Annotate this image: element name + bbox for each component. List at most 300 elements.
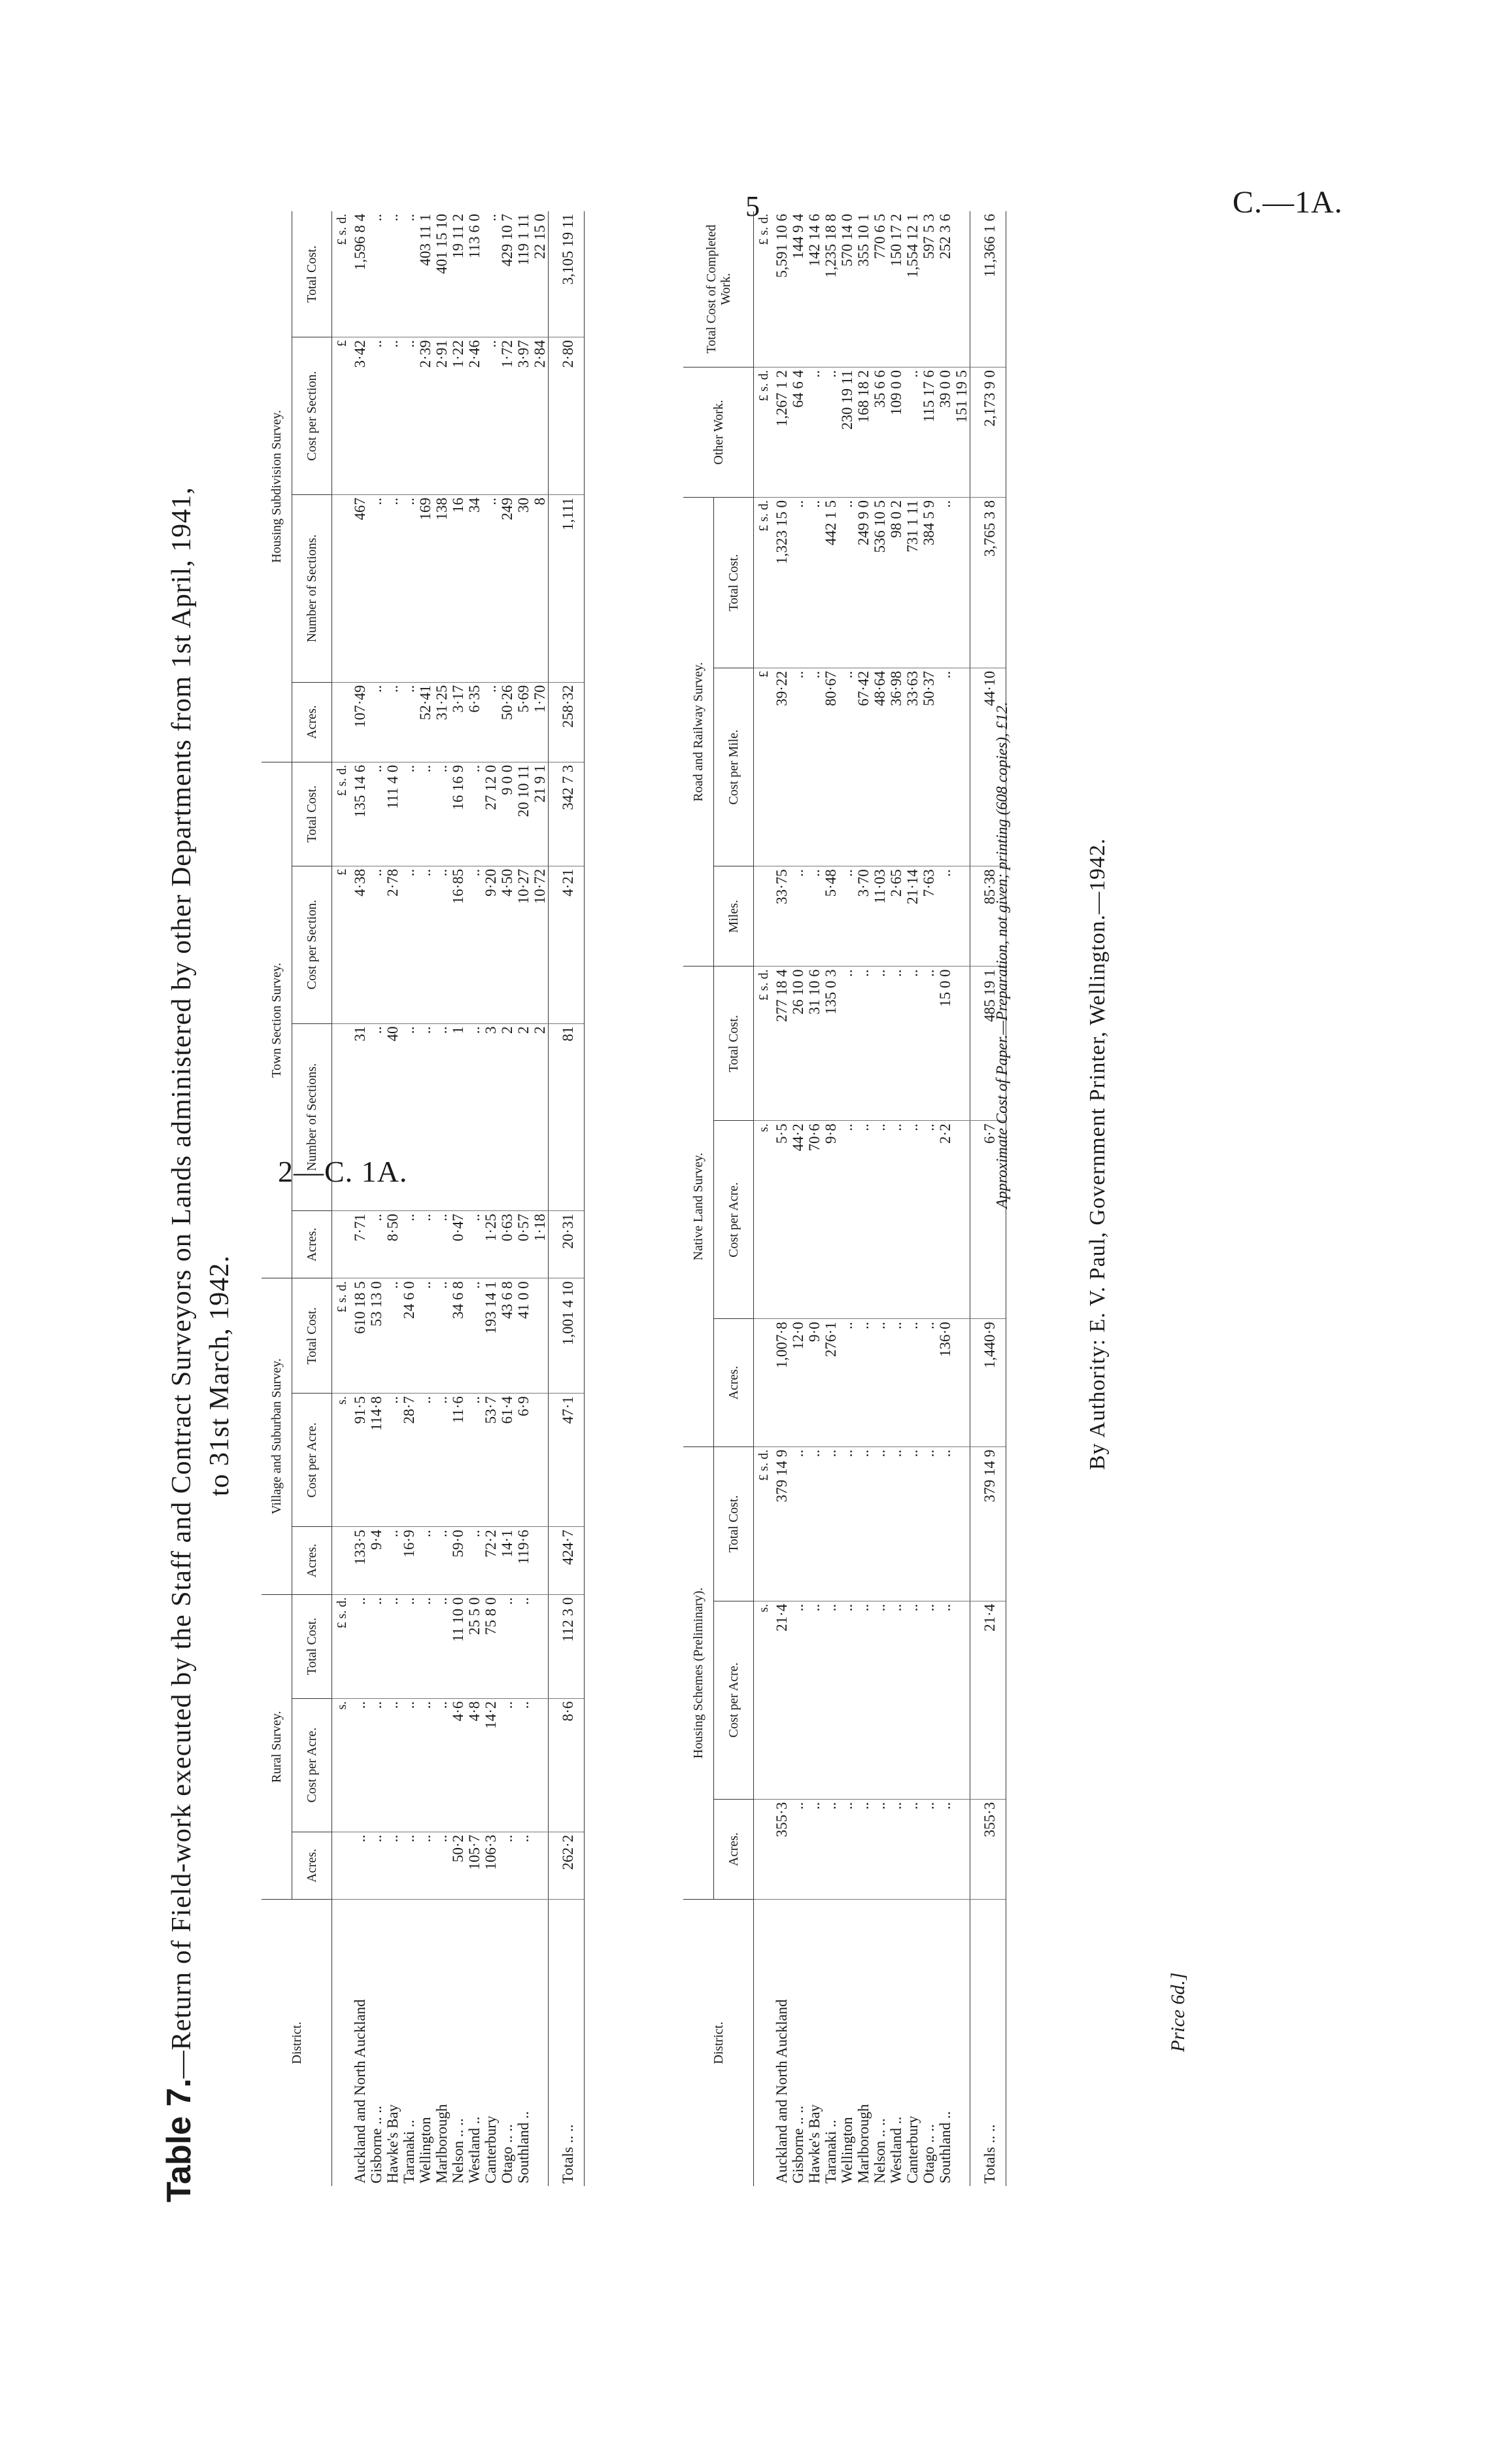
district-cell: Westland .. [888,2116,904,2183]
data-cell: 2·84 [532,337,549,495]
unit-cell [754,1799,774,1899]
data-cell: .. [823,1601,839,1799]
data-cell: 10·27 [515,866,532,1023]
column-header: Number of Sections. [292,495,332,683]
data-cell: 2·78 [384,866,401,1023]
data-cell: .. [483,682,499,762]
data-cell: 597 5 3 [921,211,937,368]
data-cell: 403 11 1 [417,211,434,337]
data-cell: 109 0 0 [888,368,904,498]
table-row [401,211,417,2186]
data-cell: 33·75 [774,866,790,967]
data-cell: 11·6 [450,1394,466,1527]
data-cell: 50·37 [921,668,937,866]
table-title-sub: to 31st March, 1942. [205,1255,235,1496]
district-cell: Auckland and North Auckland [774,1999,790,2183]
district-cell: Nelson .. .. [872,2118,888,2183]
data-cell: .. [368,762,384,866]
data-cell: 249 9 0 [855,498,872,668]
data-cell: 2·65 [888,866,904,967]
data-cell: 1·22 [450,337,466,495]
data-cell: .. [466,1211,483,1278]
data-cell: 91·5 [352,1394,368,1527]
data-cell: .. [937,1601,953,1799]
group-header: Rural Survey. [262,1594,292,1899]
totals-row [549,211,585,2186]
data-cell: .. [368,337,384,495]
unit-cell [332,1900,352,2187]
totals-cell: 112 3 0 [549,1594,585,1698]
data-cell: 28·7 [401,1394,417,1527]
totals-cell: 2,173 9 0 [970,368,1006,498]
data-cell: 24 6 0 [401,1278,417,1394]
column-header: Total Cost. [714,967,754,1121]
data-cell: .. [368,1832,384,1899]
data-cell: 9 0 0 [499,762,515,866]
district-cell: Hawke's Bay [806,2104,823,2183]
data-cell: 230 19 11 [839,368,855,498]
group-header: Road and Railway Survey. [683,498,714,967]
data-cell: 3 [483,1023,499,1211]
data-cell: 138 [434,495,450,683]
data-cell: 401 15 10 [434,211,450,337]
data-cell: 135 0 3 [823,967,839,1121]
data-cell: .. [434,1527,450,1594]
data-cell: .. [839,967,855,1121]
unit-cell [332,1832,352,1899]
data-cell: .. [466,1527,483,1594]
data-cell: 31 10 6 [806,967,823,1121]
data-cell [953,866,970,967]
data-cell: .. [368,682,384,762]
data-cell: 3·70 [855,866,872,967]
data-cell: .. [904,967,921,1121]
data-cell: .. [466,762,483,866]
district-cell [953,1900,970,2187]
column-header: Total Cost. [714,498,754,668]
unit-cell: s. [332,1394,352,1527]
data-cell: .. [823,1446,839,1601]
data-cell: 16 16 9 [450,762,466,866]
district-cell: Taranaki .. [401,2119,417,2183]
table-row [790,211,806,2186]
unit-cell: £ s. d. [332,211,352,337]
data-cell: 9·4 [368,1527,384,1594]
group-header: Town Section Survey. [262,762,292,1278]
data-cell: .. [401,682,417,762]
data-cell: .. [921,1601,937,1799]
data-cell: 2 [532,1023,549,1211]
data-cell: .. [839,668,855,866]
data-cell: 136·0 [937,1319,953,1446]
data-cell: .. [483,337,499,495]
group-header: Village and Suburban Survey. [262,1278,292,1594]
data-cell: .. [401,337,417,495]
totals-cell: 262·2 [549,1832,585,1899]
data-cell: .. [384,1594,401,1698]
district-cell: Auckland and North Auckland [352,1999,368,2183]
data-cell: 25 5 0 [466,1594,483,1698]
data-cell: .. [888,1799,904,1899]
data-cell: .. [823,368,839,498]
data-cell: 142 14 6 [806,211,823,368]
data-cell: .. [417,1527,434,1594]
data-cell: .. [417,1278,434,1394]
data-cell: .. [368,866,384,1023]
data-cell: 10·72 [532,866,549,1023]
totals-cell: 4·21 [549,866,585,1023]
data-cell: 2 [499,1023,515,1211]
data-cell: 379 14 9 [774,1446,790,1601]
district-cell: Hawke's Bay [384,2104,401,2183]
table-row [888,211,904,2186]
data-cell: 39 0 0 [937,368,953,498]
data-cell: .. [499,1832,515,1899]
data-cell: 35 6 6 [872,368,888,498]
table-row [384,211,401,2186]
data-cell: .. [790,498,806,668]
table-row [434,211,450,2186]
data-cell [953,668,970,866]
data-cell: 111 4 0 [384,762,401,866]
data-cell: 21·4 [774,1601,790,1799]
data-cell: .. [384,1698,401,1832]
data-cell: .. [384,1832,401,1899]
district-cell: Marlborough [434,2104,450,2183]
data-cell: 19 11 2 [450,211,466,337]
data-cell: 7·71 [352,1211,368,1278]
data-cell: .. [839,1319,855,1446]
totals-cell: 424·7 [549,1527,585,1594]
data-cell: .. [806,1799,823,1899]
table-row [921,211,937,2186]
data-cell: .. [888,1446,904,1601]
data-cell: 4·50 [499,866,515,1023]
totals-cell: 258·32 [549,682,585,762]
data-cell: .. [417,1698,434,1832]
data-cell: .. [790,1601,806,1799]
data-cell: 1·25 [483,1211,499,1278]
data-cell: .. [368,1211,384,1278]
data-cell: 570 14 0 [839,211,855,368]
table-title-prefix: Table 7. [160,2078,198,2202]
unit-cell [332,1527,352,1594]
data-cell: 21 9 1 [532,762,549,866]
data-cell: 9·8 [823,1121,839,1319]
data-cell: 41 0 0 [515,1278,532,1394]
data-cell: .. [352,1594,368,1698]
data-cell: 429 10 7 [499,211,515,337]
totals-cell: 2·80 [549,337,585,495]
group-header: Housing Subdivision Survey. [262,211,292,762]
table-row [417,211,434,2186]
data-cell [953,1446,970,1601]
data-cell: .. [384,337,401,495]
unit-cell: s. [754,1601,774,1799]
district-cell: Gisborne .. .. [790,2106,806,2183]
data-cell: 22 15 0 [532,211,549,337]
data-cell [953,1601,970,1799]
data-cell: 31·25 [434,682,450,762]
data-cell: 7·63 [921,866,937,967]
signature-mark: 2—C. 1A. [278,1155,408,1188]
data-cell: 610 18 5 [352,1278,368,1394]
unit-cell [332,495,352,683]
data-cell: .. [417,866,434,1023]
data-cell: .. [823,1799,839,1899]
data-cell: .. [401,1698,417,1832]
group-header: Other Work. [683,368,754,498]
totals-label: Totals .. .. [549,1900,585,2187]
table-row [515,211,532,2186]
unit-cell: £ s. d. [332,1278,352,1394]
data-cell: 144 9 4 [790,211,806,368]
data-cell: .. [417,1023,434,1211]
data-cell: 48·64 [872,668,888,866]
data-cell: .. [904,368,921,498]
table-row [352,211,368,2186]
data-cell: 34 6 8 [450,1278,466,1394]
data-cell: 61·4 [499,1394,515,1527]
table-row [904,211,921,2186]
data-cell: .. [806,498,823,668]
data-cell: 72·2 [483,1527,499,1594]
data-cell: 31 [352,1023,368,1211]
data-cell: 249 [499,495,515,683]
unit-cell: £ [332,866,352,1023]
group-header: Housing Schemes (Preliminary). [683,1446,714,1899]
data-cell: .. [434,866,450,1023]
data-cell: 731 1 11 [904,498,921,668]
table-row [450,211,466,2186]
data-cell: 4·38 [352,866,368,1023]
data-cell: .. [921,1121,937,1319]
data-cell: .. [872,1601,888,1799]
data-cell: 193 14 1 [483,1278,499,1394]
data-cell: 12·0 [790,1319,806,1446]
data-cell: .. [806,1601,823,1799]
column-header: Acres. [714,1799,754,1899]
district-header: District. [683,1900,754,2187]
data-cell: 1·18 [532,1211,549,1278]
data-cell: .. [483,495,499,683]
data-cell: .. [368,1698,384,1832]
page-number: 5 [745,190,760,222]
data-cell: 6·9 [515,1394,532,1527]
data-cell: .. [888,1319,904,1446]
data-cell: .. [872,1121,888,1319]
data-cell: 113 6 0 [466,211,483,337]
data-cell: 150 17 2 [888,211,904,368]
data-cell: .. [352,1698,368,1832]
data-cell: 169 [417,495,434,683]
totals-cell: 1,001 4 10 [549,1278,585,1394]
printer-authority: By Authority: E. V. Paul, Government Printer, Wellington.—1942. [1085,838,1110,1470]
column-header: Acres. [292,1832,332,1899]
data-cell: 8 [532,495,549,683]
totals-cell: 1,111 [549,495,585,683]
data-cell [953,498,970,668]
totals-label: Totals .. .. [970,1900,1006,2187]
data-cell: .. [839,866,855,967]
data-cell: .. [888,1121,904,1319]
district-cell: Canterbury [904,2115,921,2183]
data-cell: .. [434,1394,450,1527]
data-cell [532,1394,549,1527]
data-cell: 1,596 8 4 [352,211,368,337]
data-cell: 80·67 [823,668,839,866]
data-cell: 16·85 [450,866,466,1023]
data-cell: .. [937,668,953,866]
data-cell: 64 6 4 [790,368,806,498]
data-cell: 36·98 [888,668,904,866]
data-cell: .. [855,967,872,1121]
unit-cell [332,1023,352,1211]
table-row [953,211,970,2186]
data-cell: 3·97 [515,337,532,495]
data-cell [532,1278,549,1394]
upper-table [262,211,585,2186]
data-cell: 2 [515,1023,532,1211]
table-row [532,211,549,2186]
data-cell: 4·8 [466,1698,483,1832]
data-cell: .. [434,1211,450,1278]
data-cell [953,1799,970,1899]
data-cell: 2·39 [417,337,434,495]
unit-cell: s. [754,1121,774,1319]
data-cell: .. [401,1832,417,1899]
group-header: Total Cost of Completed Work. [683,211,754,368]
unit-cell: £ [754,668,774,866]
data-cell: 2·46 [466,337,483,495]
document-reference: C.—1A. [1233,185,1343,220]
column-header: Total Cost. [292,762,332,866]
data-cell: 11·03 [872,866,888,967]
unit-row [332,211,352,2186]
data-cell: .. [401,495,417,683]
data-cell: 3·42 [352,337,368,495]
data-cell [953,1319,970,1446]
data-cell: .. [384,495,401,683]
data-cell: 16·9 [401,1527,417,1594]
district-cell: Marlborough [855,2104,872,2183]
data-cell: .. [466,1023,483,1211]
data-cell: 5·69 [515,682,532,762]
data-cell: .. [515,1698,532,1832]
unit-cell: £ s. d. [754,1446,774,1601]
data-cell: .. [872,967,888,1121]
group-header: Native Land Survey. [683,967,714,1446]
data-cell: .. [937,498,953,668]
data-cell: 1,554 12 1 [904,211,921,368]
data-cell: 0·47 [450,1211,466,1278]
unit-cell [754,866,774,967]
data-cell: .. [384,1394,401,1527]
data-cell: .. [466,1394,483,1527]
data-cell: 39·22 [774,668,790,866]
district-cell: Wellington [839,2117,855,2183]
column-header: Cost per Section. [292,337,332,495]
column-header: Cost per Acre. [292,1394,332,1527]
table-row [466,211,483,2186]
totals-cell: 3,105 19 11 [549,211,585,337]
data-cell: 252 3 6 [937,211,953,368]
data-cell: .. [888,1601,904,1799]
district-header: District. [262,1900,332,2187]
column-header: Acres. [714,1319,754,1446]
data-cell: 1,323 15 0 [774,498,790,668]
data-cell: .. [790,866,806,967]
table-row [368,211,384,2186]
data-cell: .. [855,1799,872,1899]
data-cell: .. [499,1594,515,1698]
data-cell: 151 19 5 [953,368,970,498]
data-cell: 1,007·8 [774,1319,790,1446]
data-cell: 53·7 [483,1394,499,1527]
district-cell: Taranaki .. [823,2119,839,2183]
data-cell: 355·3 [774,1799,790,1899]
data-cell: 8·50 [384,1211,401,1278]
data-cell: .. [384,682,401,762]
column-header: Total Cost. [292,1278,332,1394]
data-cell: .. [839,498,855,668]
table-row [483,211,499,2186]
lower-table [683,211,1006,2186]
data-cell: .. [806,668,823,866]
unit-cell [332,682,352,762]
data-cell: 75 8 0 [483,1594,499,1698]
table-row [806,211,823,2186]
table-title-text: —Return of Field-work executed by the Staff and Contract Surveyors on Lands administered by other Departments from 1st April, 1941, [167,487,197,2079]
totals-cell: 379 14 9 [970,1446,1006,1601]
data-cell: .. [855,1319,872,1446]
data-cell: .. [904,1601,921,1799]
data-cell: 6·35 [466,682,483,762]
data-cell: 27 12 0 [483,762,499,866]
data-cell: 44·2 [790,1121,806,1319]
table-row [499,211,515,2186]
data-cell: 119 1 11 [515,211,532,337]
data-cell: .. [401,1211,417,1278]
totals-cell: 21·4 [970,1601,1006,1799]
data-cell: .. [921,967,937,1121]
data-cell: .. [466,866,483,1023]
column-header: Total Cost. [714,1446,754,1601]
data-cell [532,1832,549,1899]
data-cell: .. [434,762,450,866]
data-cell: .. [499,1698,515,1832]
data-cell: 168 18 2 [855,368,872,498]
data-cell: 5,591 10 6 [774,211,790,368]
data-cell: 5·48 [823,866,839,967]
table-row [774,211,790,2186]
data-cell [953,1121,970,1319]
data-cell: 67·42 [855,668,872,866]
data-cell: .. [839,1799,855,1899]
unit-cell: £ s. d. [754,967,774,1121]
column-header: Cost per Acre. [292,1698,332,1832]
data-cell: .. [434,1832,450,1899]
data-cell [532,1698,549,1832]
data-cell: 20 10 11 [515,762,532,866]
data-cell [953,211,970,368]
data-cell: 0·63 [499,1211,515,1278]
data-cell: 30 [515,495,532,683]
data-cell: .. [401,211,417,337]
data-cell: 1,267 1 2 [774,368,790,498]
data-cell: 14·2 [483,1698,499,1832]
data-cell: .. [855,1121,872,1319]
